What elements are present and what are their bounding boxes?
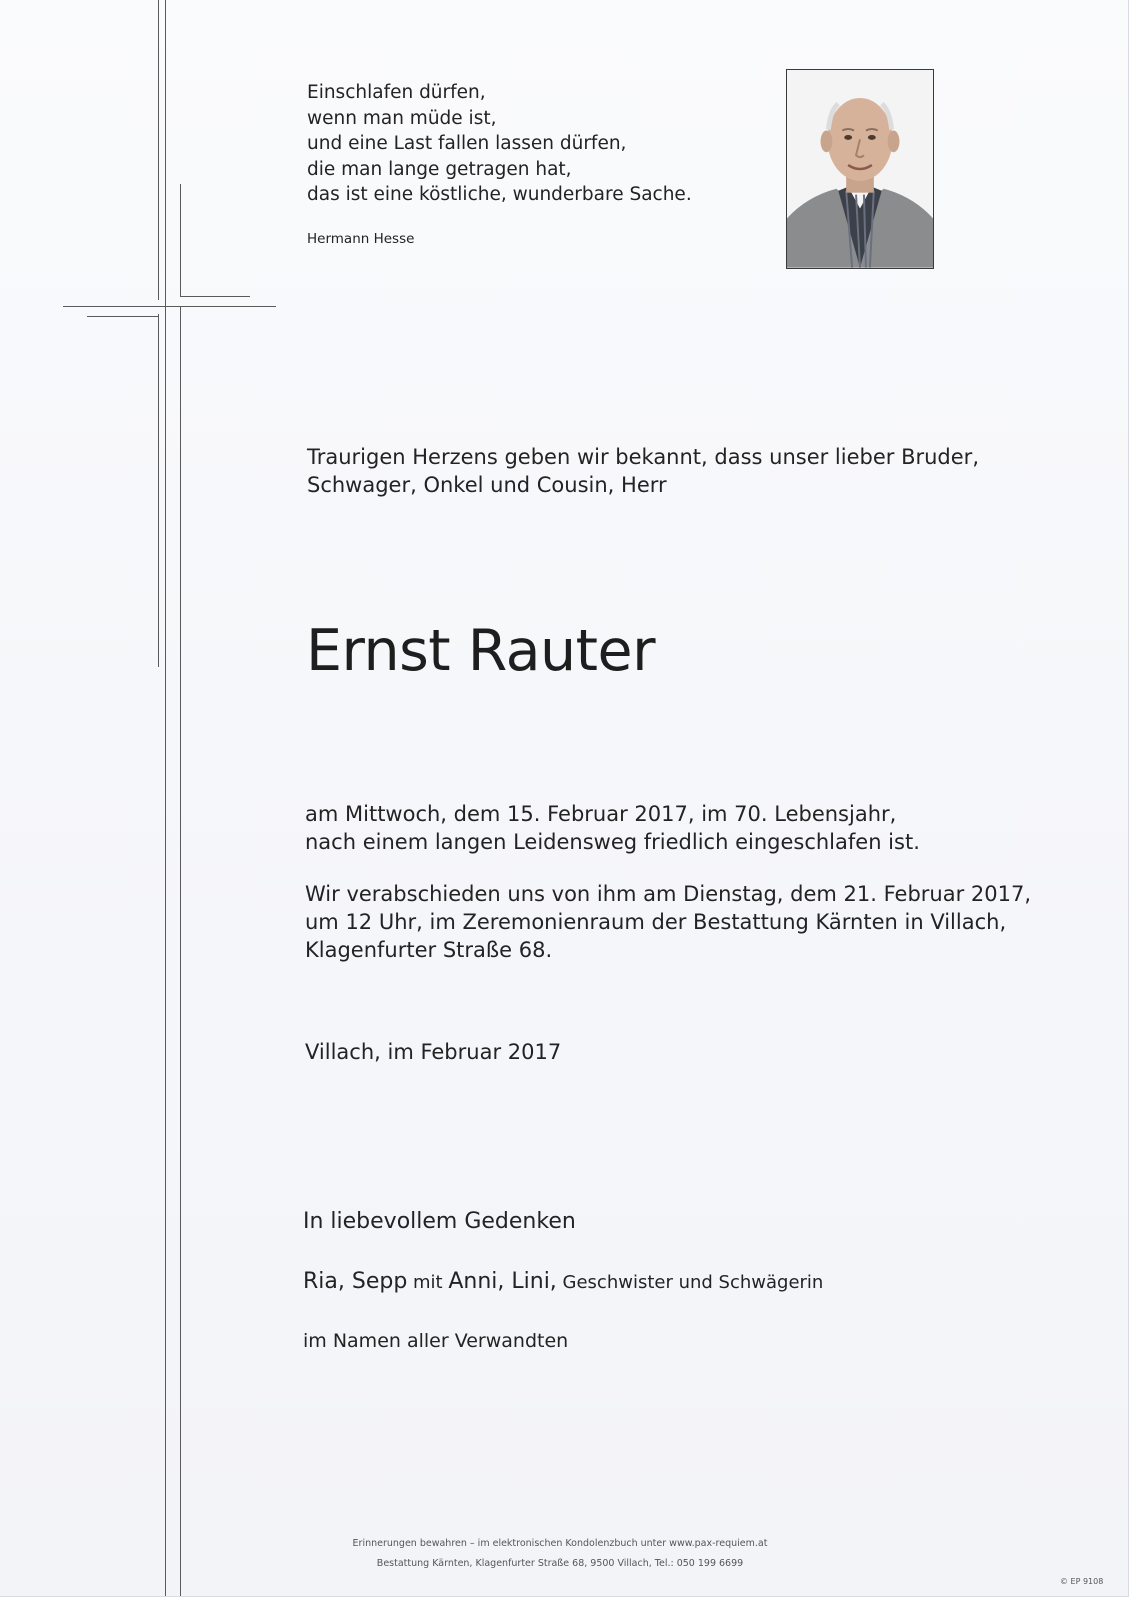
poem [307,80,692,208]
poem-line: wenn man müde ist, [307,107,497,129]
relatives-note: im Namen aller Verwandten [303,1330,569,1352]
poem-line: Einschlafen dürfen, [307,82,486,103]
intro-line: Traurigen Herzens geben wir bekannt, dass unser lieber Bruder, [307,445,979,469]
footer-address: Bestattung Kärnten, Klagenfurter Straße 68, 9500 Villach, Tel.: 050 199 6699 [376,1558,744,1569]
cross-long-vertical-line [165,0,166,1596]
poem-line: die man lange getragen hat, [307,158,572,180]
mourner-relation: Geschwister und Schwägerin [556,1272,824,1293]
place-date: Villach, im Februar 2017 [305,1040,562,1064]
memorial-heading: In liebevollem Gedenken [303,1209,576,1234]
deceased-name: Ernst Rauter [306,618,655,684]
death-paragraph [305,800,920,856]
poem-line: und eine Last fallen lassen dürfen, [307,133,627,154]
cross-bottom-horizontal-line [87,316,159,317]
cross-lower-left-vertical-line [158,314,159,667]
funeral-line: Klagenfurter Straße 68. [305,938,553,962]
funeral-line: um 12 Uhr, im Zeremonienraum der Bestattung Kärnten in Villach, [305,910,1007,934]
mourner-names-second: Anni, Lini, [448,1269,557,1294]
announcement-intro [307,443,979,499]
document-code: © EP 9108 [1060,1577,1104,1586]
intro-line: Schwager, Onkel und Cousin, Herr [307,473,667,497]
poem-line: das ist eine köstliche, wunderbare Sache. [307,184,692,205]
portrait-photo [786,69,934,269]
poem-author: Hermann Hesse [307,231,415,247]
cross-upper-left-vertical-line [158,0,159,300]
funeral-line: Wir verabschieden uns von ihm am Dienstag, dem 21. Februar 2017, [305,882,1032,906]
cross-inner-vertical-line [180,184,181,296]
funeral-paragraph [305,880,1031,964]
cross-main-horizontal-line [63,306,276,307]
death-line: nach einem langen Leidensweg friedlich eingeschlafen ist. [305,830,920,854]
mourners-names [303,1267,823,1298]
mourner-names-first: Ria, Sepp [303,1269,408,1294]
footer-condolence-note: Erinnerungen bewahren – im elektronischen Kondolenzbuch unter www.pax-requiem.at [352,1538,768,1549]
mourner-connector: mit [407,1272,449,1293]
cross-right-vertical-line [180,306,181,1596]
cross-top-horizontal-line [180,296,250,297]
death-line: am Mittwoch, dem 15. Februar 2017, im 70. Lebensjahr, [305,802,897,826]
